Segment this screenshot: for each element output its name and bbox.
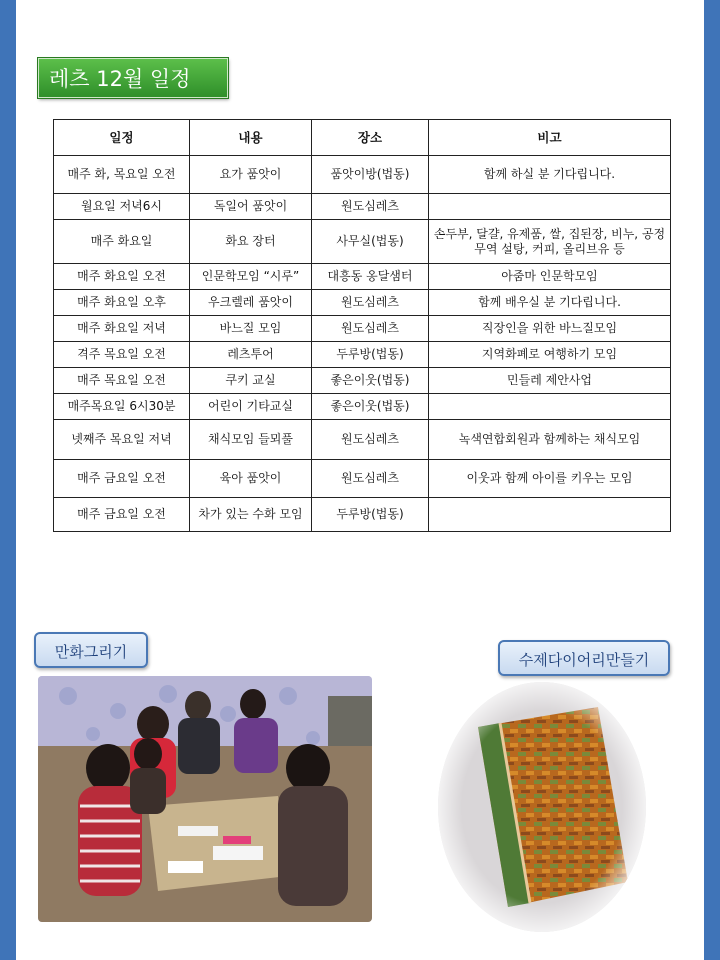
diary-caption: 수제다이어리만들기: [498, 640, 670, 676]
table-cell: 원도심레츠: [312, 420, 429, 460]
table-cell: 원도심레츠: [312, 460, 429, 498]
table-cell: 이웃과 함께 아이를 키우는 모임: [429, 460, 671, 498]
table-cell: 우크렐레 품앗이: [190, 290, 312, 316]
table-cell: 매주 금요일 오전: [54, 460, 190, 498]
table-row: [54, 220, 671, 264]
table-row: [54, 264, 671, 290]
table-row: [54, 194, 671, 220]
page-title: 레츠 12월 일정: [38, 58, 228, 98]
table-cell: 채식모임 들뫼풀: [190, 420, 312, 460]
table-cell: 매주 화, 목요일 오전: [54, 156, 190, 194]
table-cell: [429, 394, 671, 420]
table-cell: 원도심레츠: [312, 316, 429, 342]
table-row: [54, 342, 671, 368]
table-row: [54, 394, 671, 420]
table-cell: 쿠키 교실: [190, 368, 312, 394]
table-cell: 요가 품앗이: [190, 156, 312, 194]
table-row: [54, 420, 671, 460]
table-cell: 차가 있는 수화 모임: [190, 498, 312, 532]
table-cell: 레츠투어: [190, 342, 312, 368]
table-header-row: [54, 120, 671, 156]
header-cell: 장소: [312, 120, 429, 156]
table-cell: 품앗이방(법동): [312, 156, 429, 194]
table-cell: 민들레 제안사업: [429, 368, 671, 394]
table-cell: 녹색연합회원과 함께하는 채식모임: [429, 420, 671, 460]
table-cell: 월요일 저녁6시: [54, 194, 190, 220]
table-cell: 인문학모임 “시루”: [190, 264, 312, 290]
header-cell: 내용: [190, 120, 312, 156]
table-cell: 함께 하실 분 기다립니다.: [429, 156, 671, 194]
schedule-table: [53, 119, 671, 532]
table-cell: 좋은이웃(법동): [312, 394, 429, 420]
header-cell: 비고: [429, 120, 671, 156]
table-cell: 육아 품앗이: [190, 460, 312, 498]
table-cell: [429, 498, 671, 532]
table-row: [54, 368, 671, 394]
table-cell: 매주 화요일 저녁: [54, 316, 190, 342]
table-row: [54, 316, 671, 342]
table-cell: 대흥동 옹달샘터: [312, 264, 429, 290]
drawing-class-photo: [38, 676, 372, 922]
drawing-class-illustration: [38, 676, 372, 922]
table-cell: 원도심레츠: [312, 194, 429, 220]
table-cell: 두루방(법동): [312, 498, 429, 532]
table-cell: 매주 목요일 오전: [54, 368, 190, 394]
table-cell: [429, 194, 671, 220]
table-cell: 함께 배우실 분 기다립니다.: [429, 290, 671, 316]
table-cell: 사무실(법동): [312, 220, 429, 264]
table-row: [54, 156, 671, 194]
table-cell: 바느질 모임: [190, 316, 312, 342]
table-row: [54, 290, 671, 316]
table-cell: 매주목요일 6시30분: [54, 394, 190, 420]
header-cell: 일정: [54, 120, 190, 156]
table-cell: 독일어 품앗이: [190, 194, 312, 220]
page-sheet: [16, 0, 704, 960]
table-cell: 넷째주 목요일 저녁: [54, 420, 190, 460]
diary-illustration: [438, 682, 646, 932]
table-cell: 화요 장터: [190, 220, 312, 264]
table-row: [54, 460, 671, 498]
table-cell: 아줌마 인문학모임: [429, 264, 671, 290]
table-cell: 매주 화요일 오후: [54, 290, 190, 316]
table-cell: 직장인을 위한 바느질모임: [429, 316, 671, 342]
drawing-caption: 만화그리기: [34, 632, 148, 668]
table-cell: 원도심레츠: [312, 290, 429, 316]
table-cell: 지역화폐로 여행하기 모임: [429, 342, 671, 368]
handmade-diary-photo: [438, 682, 646, 932]
table-cell: 매주 금요일 오전: [54, 498, 190, 532]
table-cell: 매주 화요일 오전: [54, 264, 190, 290]
table-cell: 좋은이웃(법동): [312, 368, 429, 394]
table-cell: 매주 화요일: [54, 220, 190, 264]
table-cell: 어린이 기타교실: [190, 394, 312, 420]
table-cell: 격주 목요일 오전: [54, 342, 190, 368]
table-row: [54, 498, 671, 532]
table-cell: 두루방(법동): [312, 342, 429, 368]
table-cell: 손두부, 달걀, 유제품, 쌀, 집된장, 비누, 공정무역 설탕, 커피, 올리브유 등: [429, 220, 671, 264]
